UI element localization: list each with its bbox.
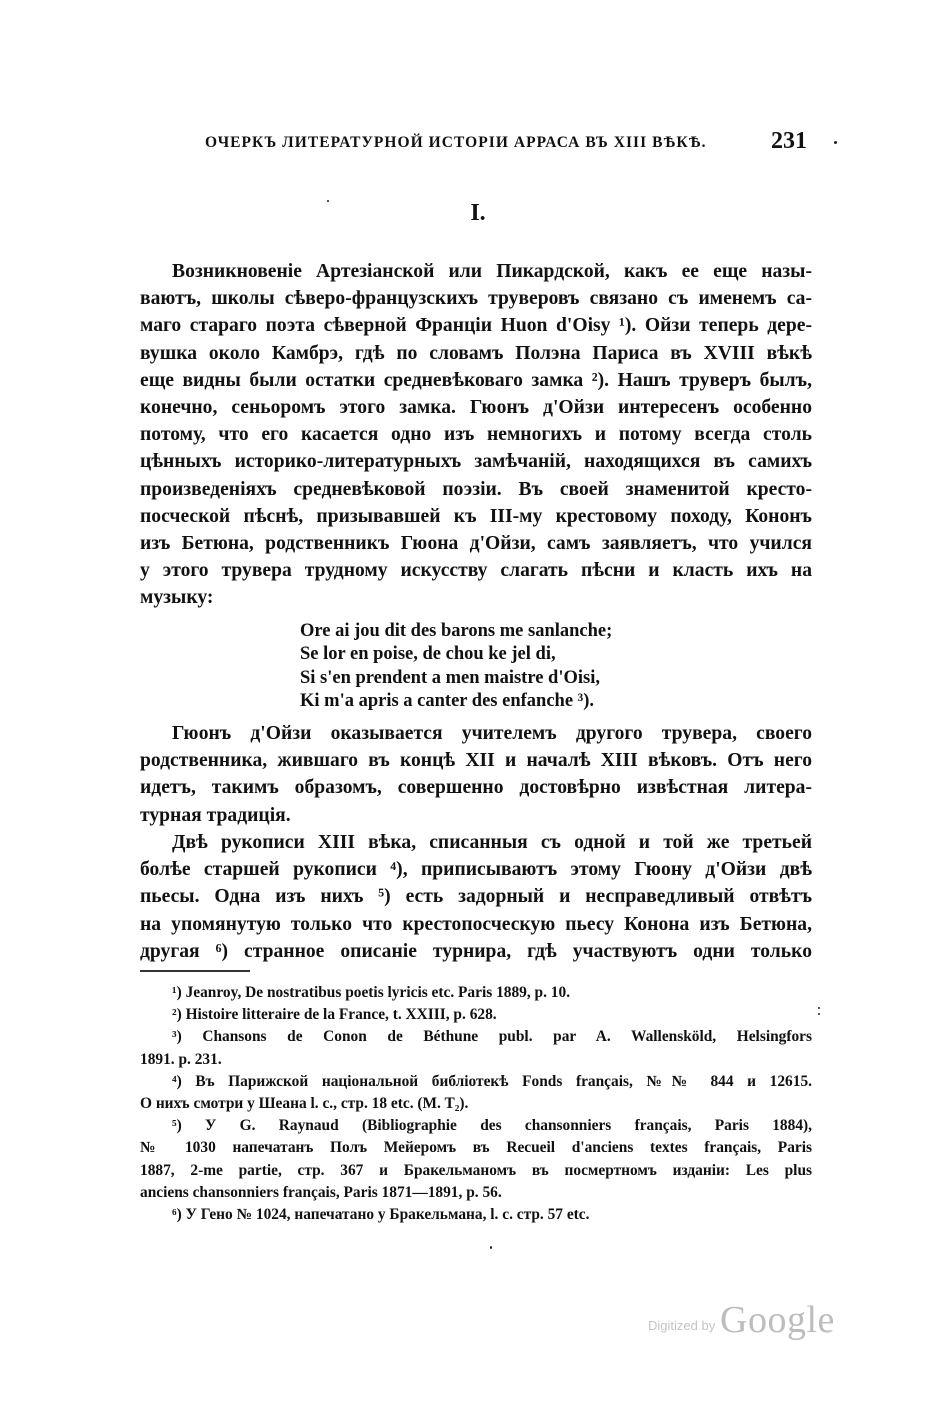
footnote-line: 1891. p. 231. (140, 1050, 222, 1068)
watermark-prefix: Digitized by (648, 1318, 716, 1333)
google-watermark (648, 1300, 838, 1340)
paragraph-2 (140, 720, 812, 829)
paragraph-3 (140, 829, 812, 965)
text-line: потому, что его касается одно изъ немногихъ и потому всегда столь (140, 424, 812, 446)
footnote-5 (140, 1115, 812, 1204)
verse-line: Si s'en prendent a men maistre d'Oisi, (300, 667, 600, 688)
footnote-rule (140, 970, 250, 972)
print-speck (818, 1013, 820, 1015)
text-line: болѣе старшей рукописи ⁴), приписываютъ этому Гюону д'Ойзи двѣ (140, 859, 812, 881)
text-line: Двѣ рукописи XIII вѣка, списанныя съ одной и той же третьей (172, 832, 812, 853)
verse-line: Ore ai jou dit des barons me sanlanche; (300, 621, 613, 641)
footnote-line: 1887, 2-me partie, стр. 367 и Бракельманомъ въ посмертномъ изданіи: Les plus (140, 1161, 812, 1179)
footnotes (140, 982, 812, 1226)
text-line: еще видны были остатки средневѣковаго замка ²). Нашъ труверъ былъ, (140, 369, 812, 391)
footnote-4 (140, 1071, 812, 1115)
footnote-line: ¹) Jeanroy, De nostratibus poetis lyricis etc. Paris 1889, p. 10. (172, 984, 571, 1001)
verse-line: Ki m'a apris a canter des enfanche ³). (300, 691, 594, 712)
text-line: на упомянутую только что крестопосческую пьесу Конона изъ Бетюна, (140, 913, 812, 935)
text-line: цѣнныхъ историко-литературныхъ замѣчаній, находящихся въ самихъ (140, 451, 812, 473)
print-speck (834, 141, 837, 144)
text-line: произведеніяхъ средневѣковой поэзіи. Въ своей знаменитой кресто- (140, 478, 812, 500)
text-line: идетъ, такимъ образомъ, совершенно достовѣрно извѣстная литера- (140, 777, 812, 799)
footnote-line: ⁵) У G. Raynaud (Bibliographie des chansonniers français, Paris 1884), (172, 1117, 812, 1135)
print-speck (490, 1246, 492, 1249)
text-line: другая ⁶) странное описаніе турнира, гдѣ участвуютъ одни только (140, 940, 812, 962)
verse-quote (300, 620, 612, 714)
footnote-line: anciens chansonniers français, Paris 1871—1891, p. 56. (140, 1183, 502, 1201)
text-line: родственника, жившаго въ концѣ XII и началѣ XIII вѣковъ. Отъ него (140, 750, 812, 772)
footnote-line: ²) Histoire litteraire de la France, t. XXIII, p. 628. (172, 1006, 497, 1024)
page-number: 231 (771, 128, 807, 154)
google-logo: Google (720, 1299, 835, 1341)
text-line: турная традиція. (140, 804, 291, 826)
footnote-line: О нихъ смотри у Шеана l. c., стр. 18 etc. (M. T₂). (140, 1095, 469, 1113)
text-line: у этого трувера трудному искусству слагать пѣсни и класть ихъ на (140, 560, 812, 582)
text-line: маго стараго поэта сѣверной Франціи Huon d'Oisy ¹). Ойзи теперь дере- (140, 315, 812, 337)
text-line: посческой пѣснѣ, призывавшей къ III-му крестовому походу, Кононъ (140, 505, 812, 527)
text-line: музыку: (140, 587, 214, 609)
text-line: изъ Бетюна, родственникъ Гюона д'Ойзи, самъ заявляетъ, что учился (140, 533, 812, 555)
footnote-2 (140, 1004, 812, 1026)
footnote-line: ⁴) Въ Парижской національной библіотекѣ Fonds français, №№ 844 и 12615. (172, 1072, 812, 1090)
section-number: I. (470, 200, 486, 226)
footnote-3 (140, 1026, 812, 1070)
running-title: ОЧЕРКЪ ЛИТЕРАТУРНОЙ ИСТОРІИ АРРАСА ВЪ XIII ВѢКѢ. (205, 134, 707, 151)
footnote-line: ³) Chansons de Conon de Béthune publ. par A. Wallensköld, Helsingfors (172, 1028, 812, 1046)
text-line: Возникновеніе Артезіанской или Пикардской, какъ ее еще назы- (172, 261, 812, 282)
text-line: конечно, сеньоромъ этого замка. Гюонъ д'Ойзи интересенъ особенно (140, 397, 812, 419)
text-line: вушка около Камбрэ, гдѣ по словамъ Полэна Париса въ XVIII вѣкѣ (140, 342, 812, 364)
running-head (205, 128, 815, 158)
verse-line: Se lor en poise, de chou ke jel di, (300, 644, 556, 665)
footnote-line: № 1030 напечатанъ Полъ Мейеромъ въ Recueil d'anciens textes français, Paris (140, 1139, 812, 1157)
footnote-line: ⁶) У Гено № 1024, напечатано у Бракельмана, l. c. стр. 57 etc. (172, 1206, 590, 1224)
paragraph-1 (140, 258, 812, 612)
footnote-1 (140, 982, 812, 1004)
text-line: пьесы. Одна изъ нихъ ⁵) есть задорный и несправедливый отвѣтъ (140, 886, 812, 908)
text-line: Гюонъ д'Ойзи оказывается учителемъ другого трувера, своего (172, 723, 812, 744)
footnote-6 (140, 1204, 812, 1226)
print-speck (818, 1007, 820, 1009)
text-line: ваютъ, школы сѣверо-французскихъ труверовъ связано съ именемъ са- (140, 288, 812, 310)
